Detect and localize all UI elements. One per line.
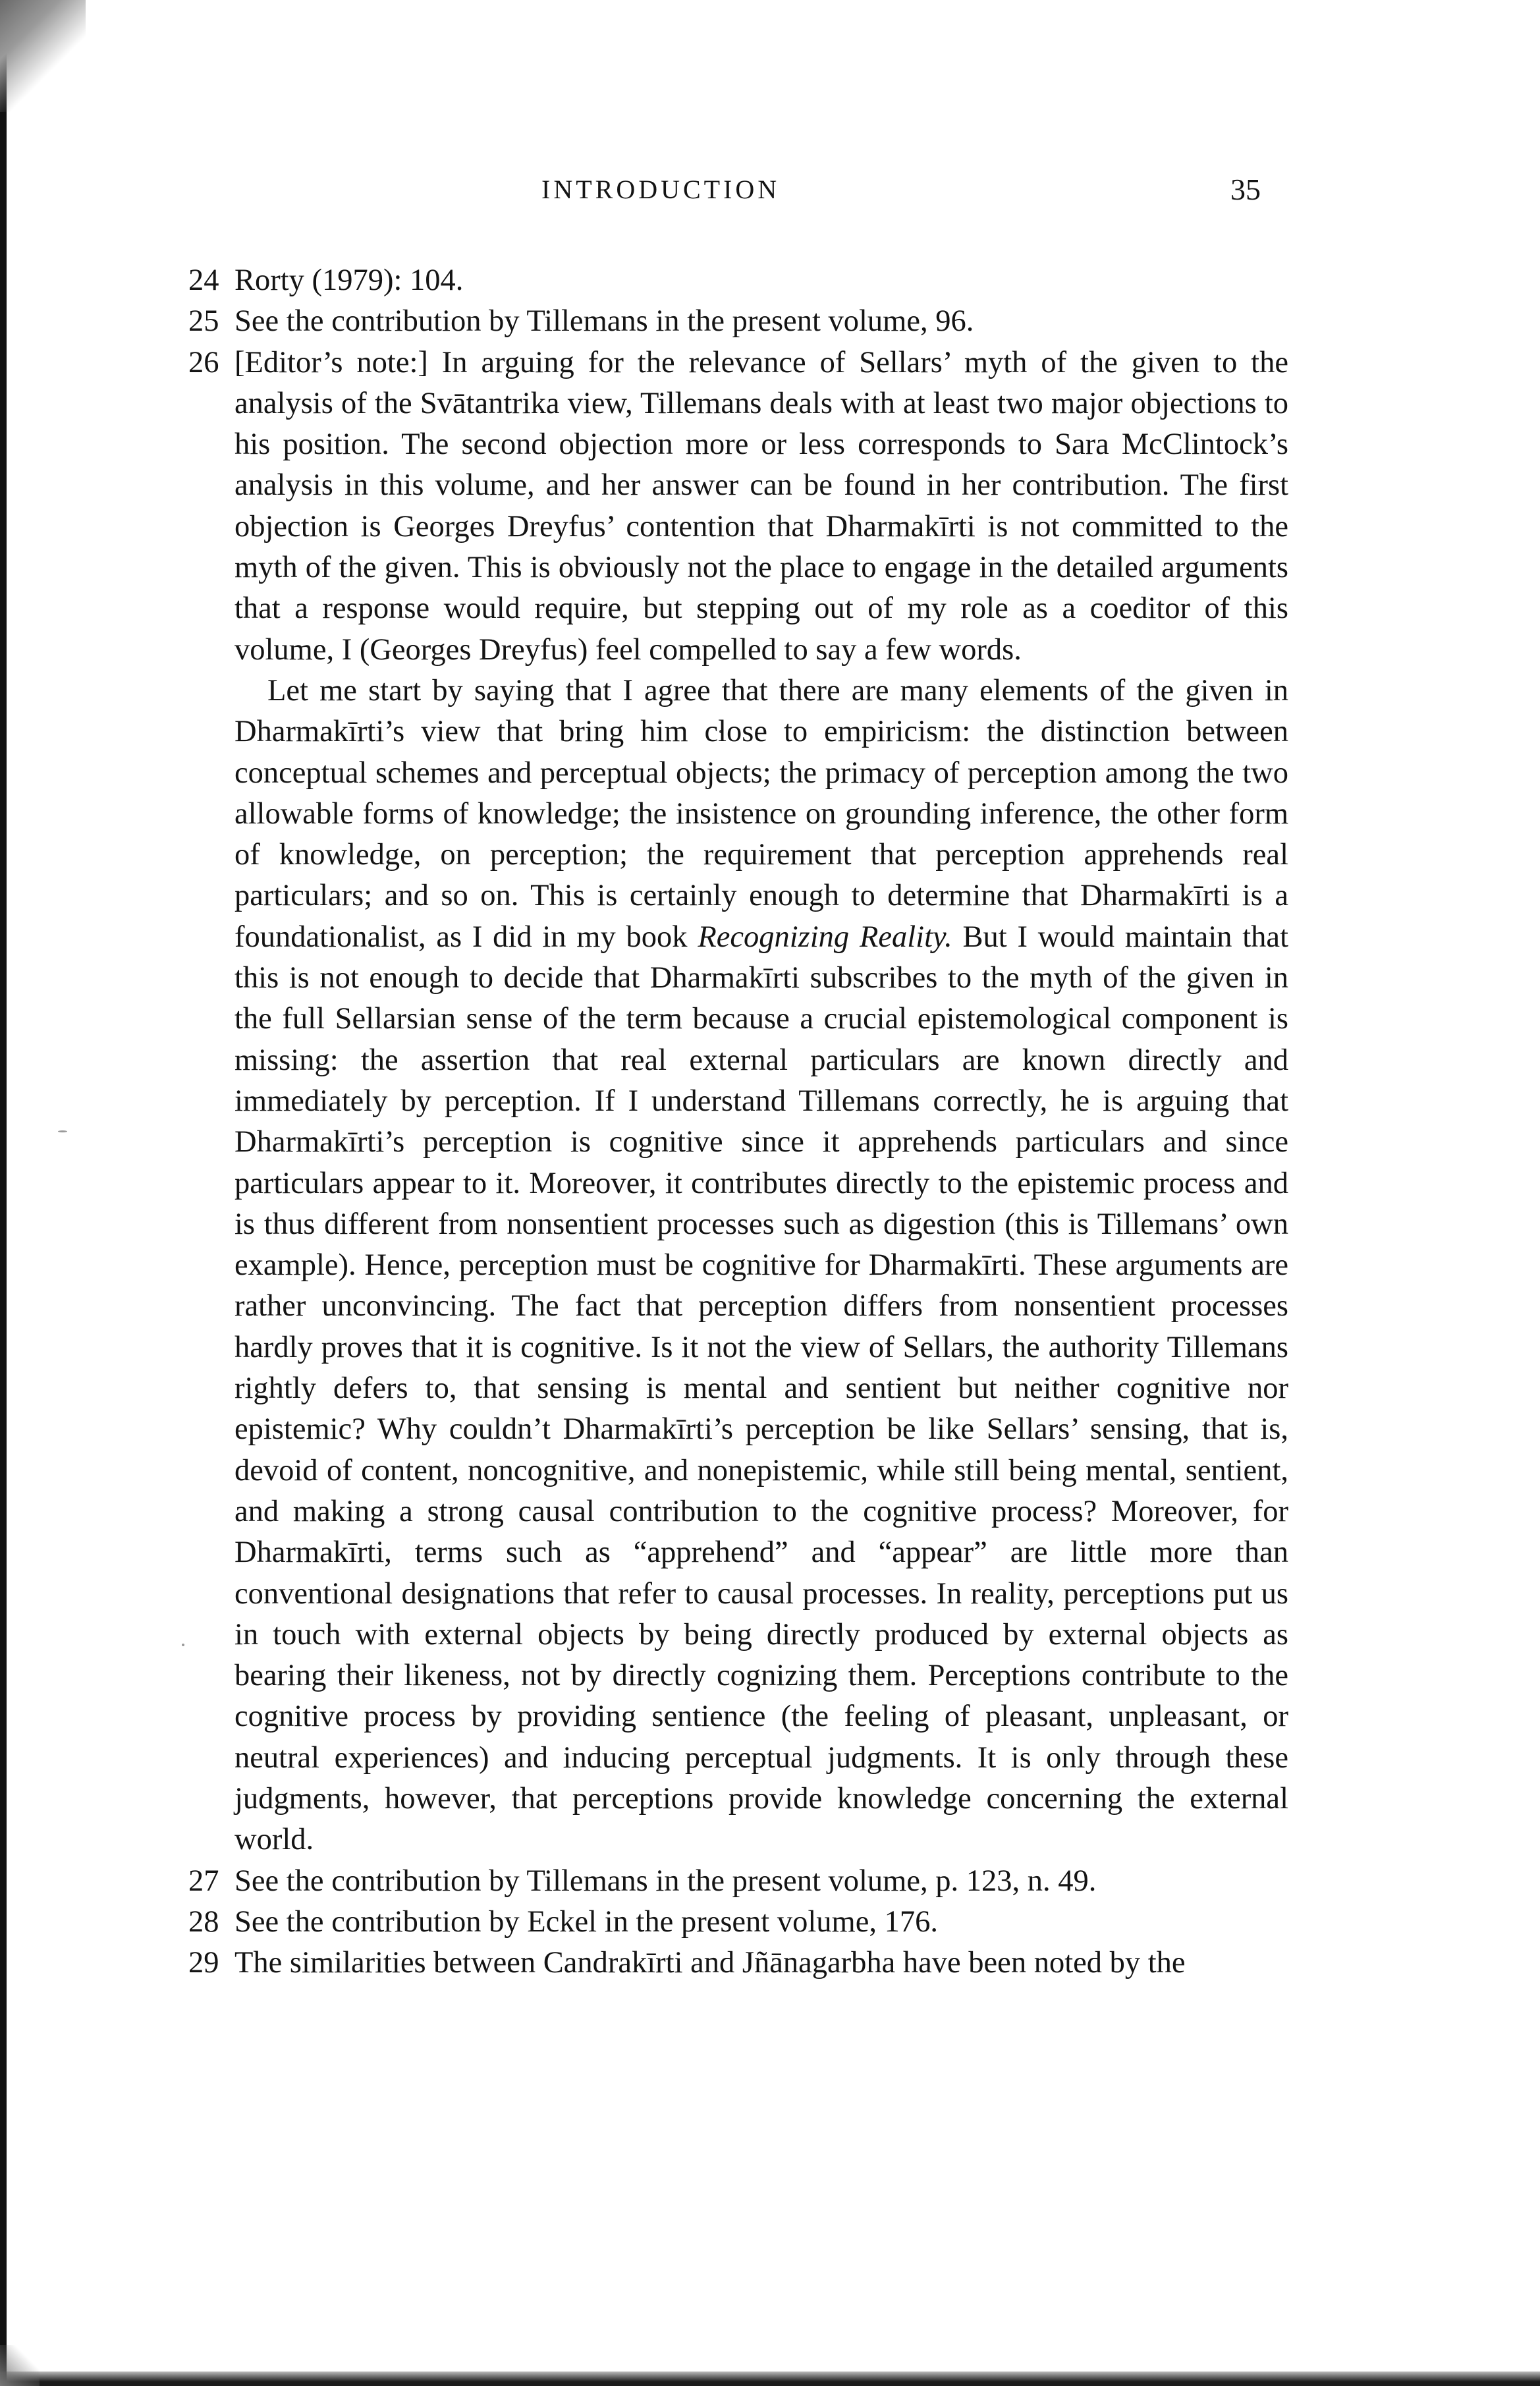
- note-number: 29: [188, 1946, 219, 1980]
- page-number: 35: [1230, 173, 1261, 206]
- book-title-italic: Recognizing Reality.: [698, 920, 952, 954]
- scan-edge-bottom: [0, 2372, 1540, 2386]
- note-text: See the contribution by Tillemans in the present volume, p. 123, n. 49.: [234, 1864, 1097, 1898]
- note-number: 27: [188, 1864, 219, 1898]
- note-28: [188, 1902, 1288, 1943]
- note-29: [188, 1943, 1288, 1984]
- scan-corner-shadow: [0, 0, 86, 112]
- note-26: [188, 343, 1288, 1861]
- endnotes: [188, 260, 1288, 1984]
- note-text: See the contribution by Eckel in the present volume, 176.: [234, 1904, 938, 1939]
- note-25: [188, 301, 1288, 342]
- note-text: [Editor’s note:] In arguing for the relevance of Sellars’ myth of the given to the analysis of the Svātantrika view, Tillemans deals with at least two major objections to his position. The second objection more or less corresponds to Sara McClintock’s analysis in this volume, and her answer can be found in her contribution. The first objection is Georges Dreyfus’ contention that Dharmakīrti is not committed to the myth of the given. This is obviously not the place to engage in the detailed arguments that a response would require, but stepping out of my role as a coeditor of this volume, I (Georges Dreyfus) feel compelled to say a few words.: [234, 345, 1288, 667]
- scan-edge-left: [0, 0, 7, 2386]
- note-number: 26: [188, 345, 219, 379]
- note-27: [188, 1861, 1288, 1902]
- note-text: See the contribution by Tillemans in the present volume, 96.: [234, 304, 974, 339]
- note-text: Rorty (1979): 104.: [234, 264, 464, 297]
- note-24: [188, 260, 1288, 301]
- scan-speck: [182, 1644, 184, 1646]
- scan-speck: [58, 1130, 67, 1132]
- note-text: The similarities between Candrakīrti and Jñānagarbha have been noted by the: [234, 1946, 1186, 1980]
- note-paragraph-2-text: Let me start by saying that I agree that there are many elements of the given in Dharmakīrti’s view that bring him close to empiricism: the distinction between conceptual schemes and perceptual objects; the primacy of perception among the two allowable forms of knowledge; the insistence on grounding inference, the other form of knowledge, on perception; the requirement that perception apprehends real particulars; and so on. This is certainly enough to determine that Dharmakīrti is a foundationalist, as I did in my book: [234, 673, 1288, 954]
- running-head-title: INTRODUCTION: [541, 175, 781, 204]
- running-head: [0, 170, 1540, 209]
- scan-corner-bottom-shadow: [0, 2345, 40, 2386]
- note-number: 25: [188, 304, 219, 339]
- note-number: 24: [188, 264, 219, 297]
- note-number: 28: [188, 1904, 219, 1939]
- note-paragraph-2: [234, 671, 1288, 1861]
- note-paragraph-2-text-cont: But I would maintain that this is not enough to decide that Dharmakīrti subscribes to the myth of the given in the full Sellarsian sense of the term because a crucial epistemological component is missing: the assertion that real external particulars are known directly and immediately by perception. If I understand Tillemans correctly, he is arguing that Dharmakīrti’s perception is cognitive since it apprehends particulars and since particulars appear to it. Moreover, it contributes directly to the epistemic process and is thus different from nonsentient processes such as digestion (this is Tillemans’ own example). Hence, perception must be cognitive for Dharmakīrti. These arguments are rather unconvincing. The fact that perception differs from nonsentient processes hardly proves that it is cognitive. Is it not the view of Sellars, the authority Tillemans rightly defers to, that sensing is mental and sentient but neither cognitive nor epistemic? Why couldn’t Dharmakīrti’s perception be like Sellars’ sensing, that is, devoid of content, noncognitive, and nonepistemic, while still being mental, sentient, and making a strong causal contribution to the cognitive process? Moreover, for Dharmakīrti, terms such as “apprehend” and “appear” are little more than conventional designations that refer to causal processes. In reality, perceptions put us in touch with external objects by being directly produced by external objects as bearing their likeness, not by directly cognizing them. Perceptions contribute to the cognitive process by providing sentience (the feeling of pleasant, unpleasant, or neutral experiences) and inducing perceptual judgments. It is only through these judgments, however, that perceptions provide knowledge concerning the external world.: [234, 920, 1288, 1857]
